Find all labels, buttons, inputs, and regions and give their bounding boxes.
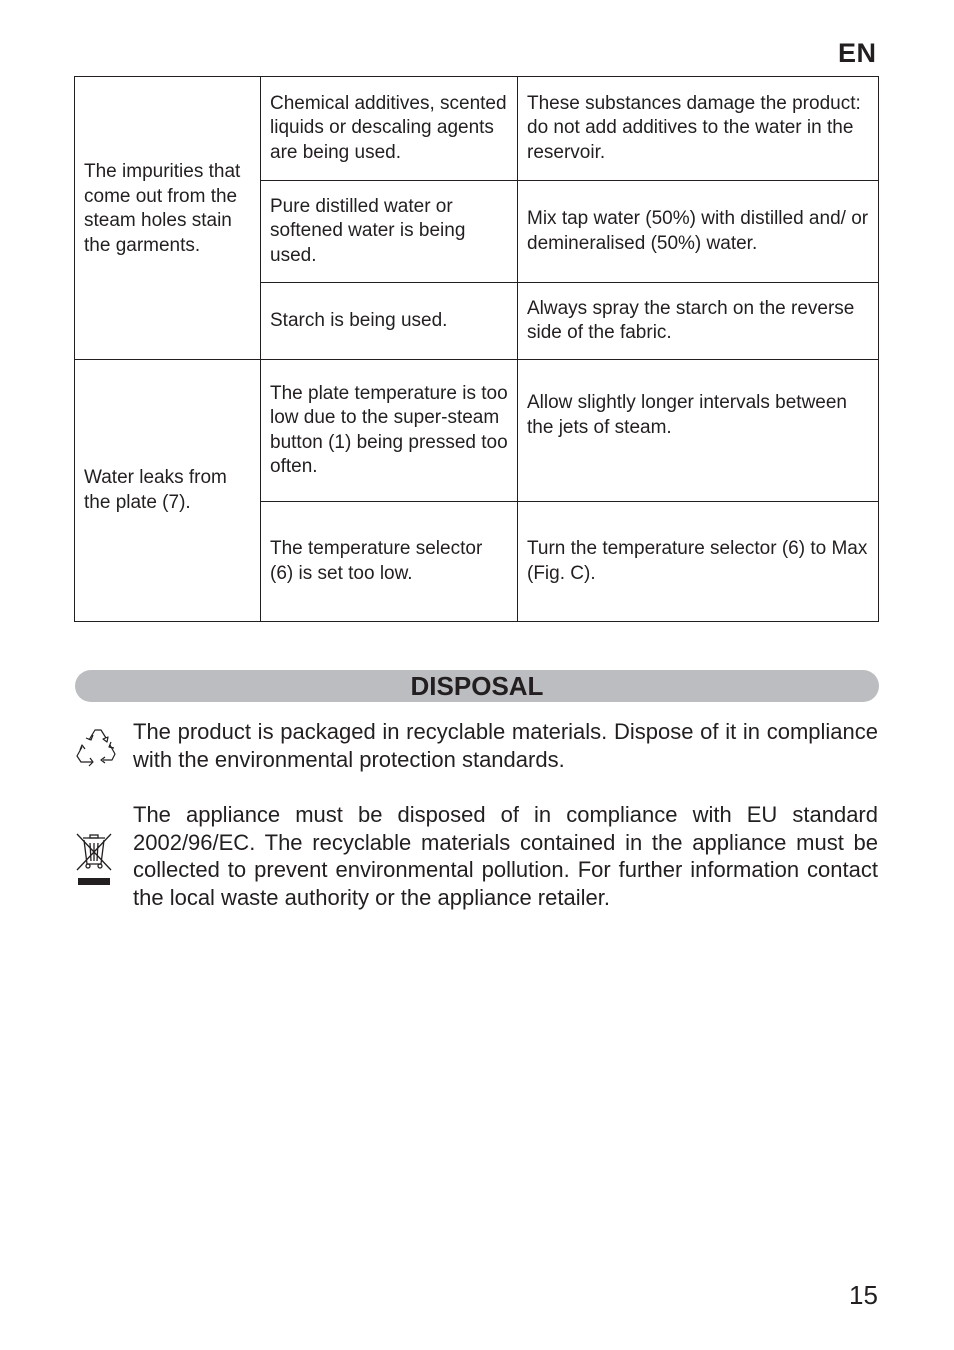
solution-cell: Allow slightly longer intervals between the jets of steam. — [518, 360, 879, 502]
table-row — [75, 360, 879, 502]
solution-cell: Turn the temperature selector (6) to Max (Fig. C). — [518, 502, 879, 622]
problem-cell: Water leaks from the plate (7). — [75, 360, 261, 622]
cause-cell: Chemical additives, scented liquids or descaling agents are being used. — [261, 77, 518, 181]
cause-cell: Pure distilled water or softened water is being used. — [261, 181, 518, 283]
table-row — [75, 77, 879, 181]
cause-cell: Starch is being used. — [261, 283, 518, 360]
solution-cell: Mix tap water (50%) with distilled and/ or demineralised (50%) water. — [518, 181, 879, 283]
problem-cell: The impurities that come out from the steam holes stain the garments. — [75, 77, 261, 360]
disposal-heading: DISPOSAL — [75, 670, 879, 702]
language-tag: EN — [838, 38, 877, 68]
crossed-bin-icon — [74, 832, 114, 888]
disposal-paragraph-appliance: The appliance must be disposed of in compliance with EU standard 2002/96/EC. The recyclable materials contained in the appliance must be collected to prevent environmental pollution. For further information contact the local waste authority or the appliance retailer. — [133, 802, 878, 910]
recycle-icon — [74, 726, 118, 768]
cause-cell: The plate temperature is too low due to the super-steam button (1) being pressed too often. — [261, 360, 518, 502]
solution-cell: Always spray the starch on the reverse side of the fabric. — [518, 283, 879, 360]
cause-cell: The temperature selector (6) is set too low. — [261, 502, 518, 622]
disposal-paragraph-packaging: The product is packaged in recyclable materials. Dispose of it in compliance with the environmental protection standards. — [133, 719, 878, 772]
page-number: 15 — [849, 1280, 878, 1310]
solution-cell: These substances damage the product: do not add additives to the water in the reservoir. — [518, 77, 879, 181]
troubleshooting-table — [74, 76, 879, 622]
